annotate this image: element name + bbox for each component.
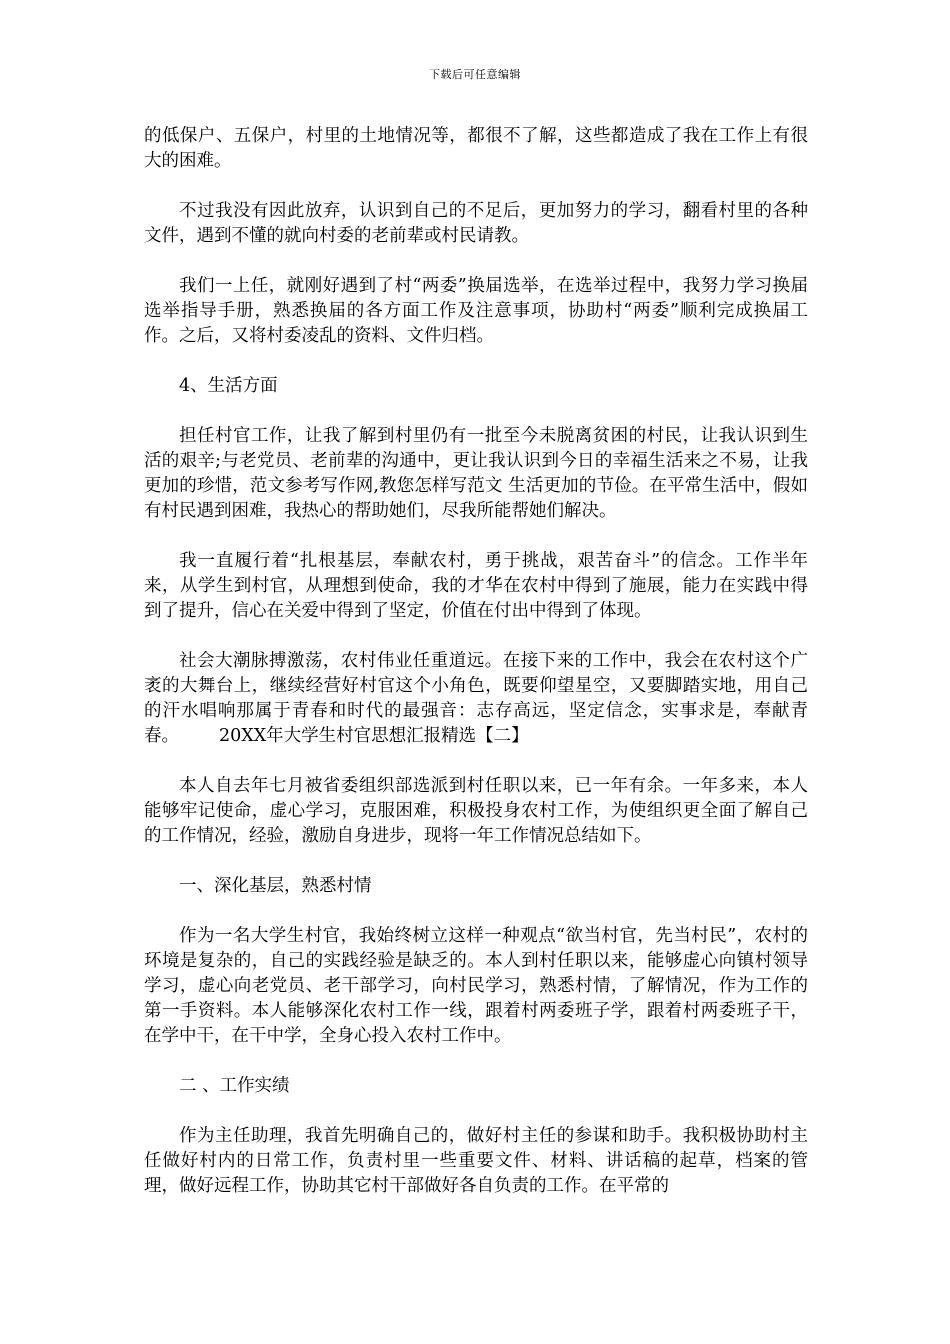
section-heading-achievements: 二 、工作实绩 <box>179 1076 290 1096</box>
section-heading-life: 4、生活方面 <box>179 376 278 396</box>
paragraph-9: 作为主任助理，我首先明确自己的，做好村主任的参谋和助手。我积极协助村主任做好村内的日常工作，负责村里一些重要文件、材料、讲话稿的起草，档案的管理，做好远程工作，协助其它村干部做好各自负责的工作。在平常的 <box>144 1126 808 1196</box>
paragraph-2: 不过我没有因此放弃，认识到自己的不足后，更加努力的学习，翻看村里的各种文件，遇到不懂的就向村委的老前辈或村民请教。 <box>144 201 808 246</box>
paragraph-5: 我一直履行着“扎根基层，奉献农村，勇于挑战，艰苦奋斗”的信念。工作半年来，从学生到村官，从理想到使命，我的才华在农村中得到了施展，能力在实践中得到了提升，信心在关爱中得到了坚定，价值在付出中得到了体现。 <box>144 551 808 621</box>
paragraph-3: 我们一上任，就刚好遇到了村“两委”换届选举，在选举过程中，我努力学习换届选举指导手册，熟悉换届的各方面工作及注意事项，协助村“两委”顺利完成换届工作。之后，又将村委凌乱的资料、文件归档。 <box>144 276 808 346</box>
paragraph-7: 本人自去年七月被省委组织部选派到村任职以来，已一年有余。一年多来，本人能够牢记使命，虚心学习，克服困难，积极投身农村工作，为使组织更全面了解自己的工作情况，经验，激励自身进步，现将一年工作情况总结如下。 <box>144 776 808 846</box>
report-title-part-two: 20XX年大学生村官思想汇报精选【二】 <box>219 726 529 746</box>
page-header-note: 下载后可任意编辑 <box>429 68 521 81</box>
document-body <box>144 124 808 1224</box>
paragraph-4: 担任村官工作，让我了解到村里仍有一批至今未脱离贫困的村民，让我认识到生活的艰辛;与老党员、老前辈的沟通中，更让我认识到今日的幸福生活来之不易，让我更加的珍惜，范文参考写作网,教您怎样写范文 生活更加的节俭。在平常生活中，假如有村民遇到困难，我热心的帮助她们，尽我所能帮她们解决。 <box>144 426 808 521</box>
paragraph-8: 作为一名大学生村官，我始终树立这样一种观点“欲当村官，先当村民”，农村的环境是复杂的，自己的实践经验是缺乏的。本人到村任职以来，能够虚心向镇村领导学习，虚心向老党员、老干部学习，向村民学习，熟悉村情，了解情况，作为工作的第一手资料。本人能够深化农村工作一线，跟着村两委班子学，跟着村两委班子干，在学中干，在干中学，全身心投入农村工作中。 <box>144 926 808 1046</box>
paragraph-6 <box>144 649 808 749</box>
section-heading-grassroots: 一、深化基层，熟悉村情 <box>179 876 372 896</box>
paragraph-6-text: 社会大潮脉搏激荡，农村伟业任重道远。在接下来的工作中，我会在农村这个广袤的大舞台上，继续经营好村官这个小角色，既要仰望星空，又要脚踏实地，用自己的汗水唱响那属于青春和时代的最强音：志存高远，坚定信念，实事求是，奉献青春。 <box>144 651 808 746</box>
paragraph-1: 的低保户、五保户，村里的土地情况等，都很不了解，这些都造成了我在工作上有很大的困难。 <box>144 126 808 171</box>
